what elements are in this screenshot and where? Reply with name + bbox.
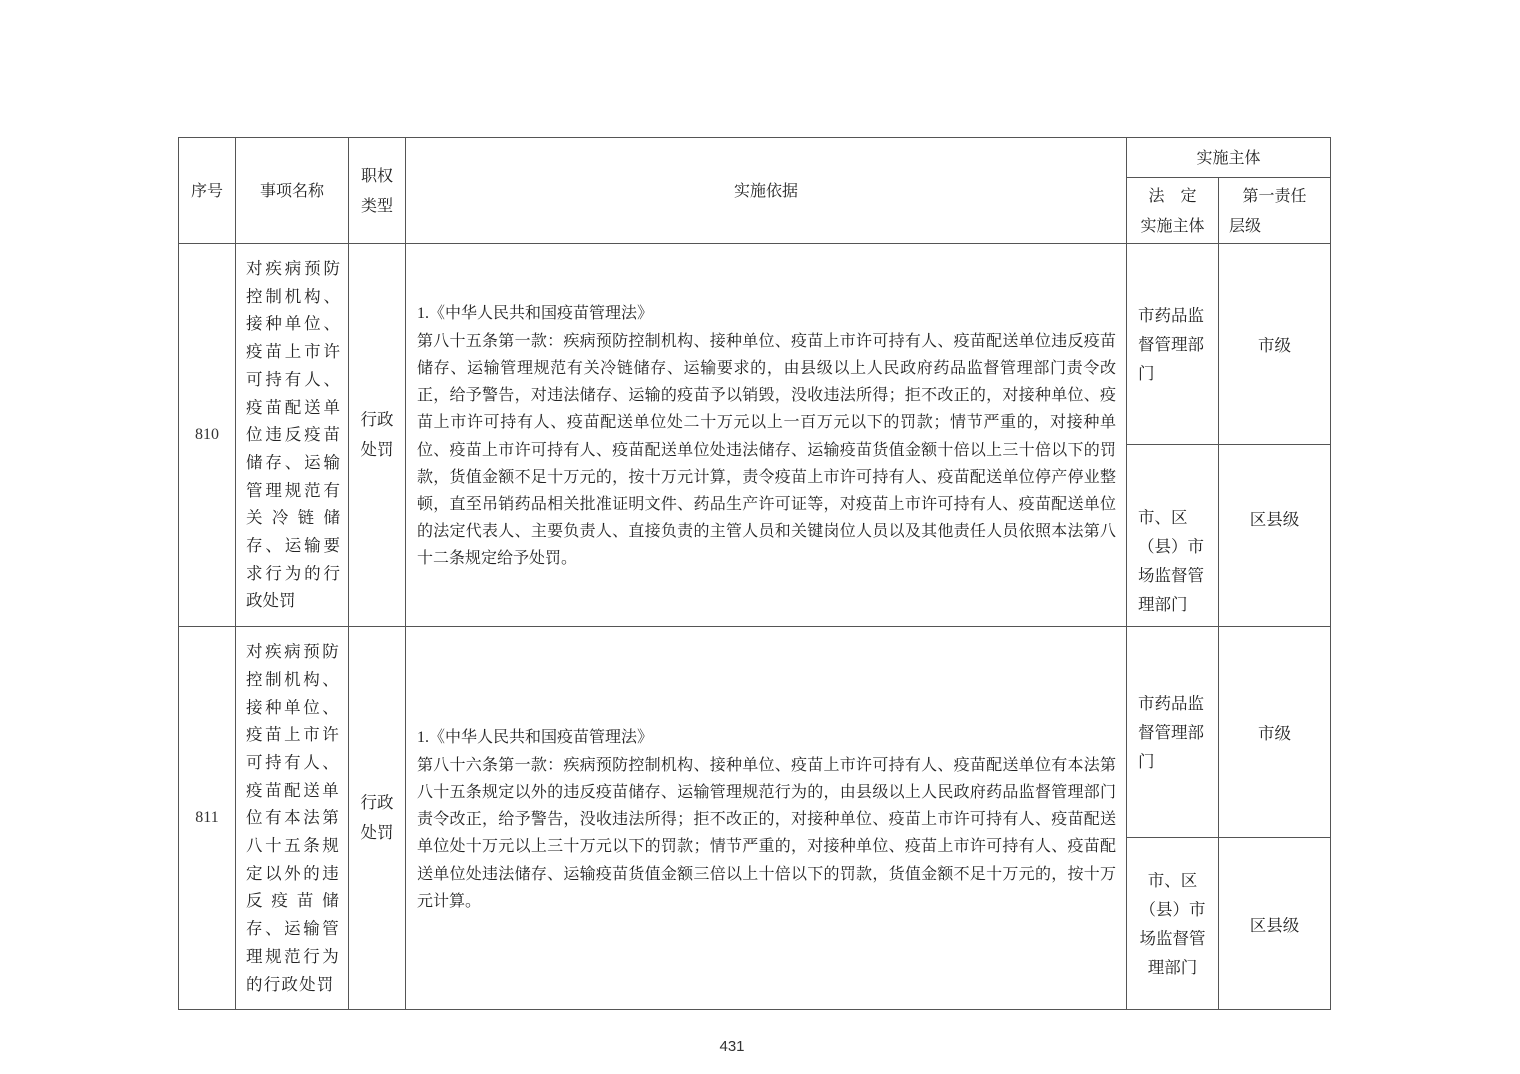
header-row-1 (179, 138, 1331, 178)
row-responsibility-level: 区县级 (1219, 445, 1331, 627)
header-legal-subject-line2: 实施主体 (1140, 215, 1205, 235)
row-responsibility-level: 市级 (1219, 244, 1331, 445)
page-number: 431 (719, 1038, 745, 1055)
row-power-type-line1: 行政 (360, 793, 394, 813)
row-basis-law (417, 723, 1116, 751)
row-basis (406, 244, 1127, 627)
row-basis-law-number: 1. (417, 728, 429, 746)
row-legal-subject: 市、区（县）市场监督管理部门 (1127, 445, 1219, 627)
header-legal-subject (1127, 178, 1219, 244)
table-row (179, 627, 1331, 838)
row-responsibility-level: 市级 (1219, 627, 1331, 838)
row-item-name: 对疾病预防控制机构、接种单位、疫苗上市许可持有人、疫苗配送单位有本法第八十五条规定以外的违反疫苗储存、运输管理规范行为的行政处罚 (236, 627, 349, 1010)
row-legal-subject: 市药品监督管理部门 (1127, 244, 1219, 445)
row-basis-law-title: 《中华人民共和国疫苗管理法》 (429, 302, 654, 322)
header-legal-subject-line1: 法 定 (1148, 185, 1197, 205)
header-power-type (349, 138, 406, 244)
row-basis-text: 第八十五条第一款：疾病预防控制机构、接种单位、疫苗上市许可持有人、疫苗配送单位违反疫苗储存、运输管理规范有关冷链储存、运输要求的，由县级以上人民政府药品监督管理部门责令改正，给予警告，对违法储存、运输的疫苗予以销毁，没收违法所得；拒不改正的，对接种单位、疫苗上市许可持有人、疫苗配送单位处二十万元以上一百万元以下的罚款；情节严重的，对接种单位、疫苗上市许可持有人、疫苗配送单位处违法储存、运输疫苗货值金额十倍以上三十倍以下的罚款，货值金额不足十万元的，按十万元计算，责令疫苗上市许可持有人、疫苗配送单位停产停业整顿，直至吊销药品相关批准证明文件、药品生产许可证等，对疫苗上市许可持有人、疫苗配送单位的法定代表人、主要负责人、直接负责的主管人员和关键岗位人员以及其他责任人员依照本法第八十二条规定给予处罚。 (417, 330, 1116, 568)
row-power-type (349, 627, 406, 1010)
row-basis (406, 627, 1127, 1010)
header-first-resp-line2: 层级 (1229, 215, 1262, 235)
header-first-resp-line1: 第一责任 (1242, 185, 1307, 205)
header-power-type-line1: 职权 (360, 165, 393, 185)
row-basis-law (417, 299, 1116, 327)
header-power-type-line2: 类型 (360, 195, 393, 215)
row-power-type-line2: 处罚 (360, 440, 394, 460)
header-subject: 实施主体 (1127, 138, 1331, 178)
row-power-type-line2: 处罚 (360, 823, 394, 843)
row-basis-law-title: 《中华人民共和国疫苗管理法》 (429, 726, 654, 746)
row-basis-law-number: 1. (417, 304, 429, 322)
row-item-name: 对疾病预防控制机构、接种单位、疫苗上市许可持有人、疫苗配送单位违反疫苗储存、运输管理规范有关冷链储存、运输要求行为的行政处罚 (236, 244, 349, 627)
table-row (179, 244, 1331, 445)
responsibility-table (178, 137, 1331, 1010)
header-basis: 实施依据 (406, 138, 1127, 244)
header-item-name: 事项名称 (236, 138, 349, 244)
row-seq: 810 (179, 244, 236, 627)
row-legal-subject: 市药品监督管理部门 (1127, 627, 1219, 838)
row-responsibility-level: 区县级 (1219, 838, 1331, 1010)
header-first-resp (1219, 178, 1331, 244)
row-power-type-line1: 行政 (360, 410, 394, 430)
row-power-type (349, 244, 406, 627)
row-seq: 811 (179, 627, 236, 1010)
header-seq: 序号 (179, 138, 236, 244)
row-legal-subject: 市、区（县）市场监督管理部门 (1127, 838, 1219, 1010)
row-basis-text: 第八十六条第一款：疾病预防控制机构、接种单位、疫苗上市许可持有人、疫苗配送单位有本法第八十五条规定以外的违反疫苗储存、运输管理规范行为的，由县级以上人民政府药品监督管理部门责令改正，给予警告，没收违法所得；拒不改正的，对接种单位、疫苗上市许可持有人、疫苗配送单位处十万元以上三十万元以下的罚款；情节严重的，对接种单位、疫苗上市许可持有人、疫苗配送单位处违法储存、运输疫苗货值金额三倍以上十倍以下的罚款，货值金额不足十万元的，按十万元计算。 (417, 754, 1116, 910)
